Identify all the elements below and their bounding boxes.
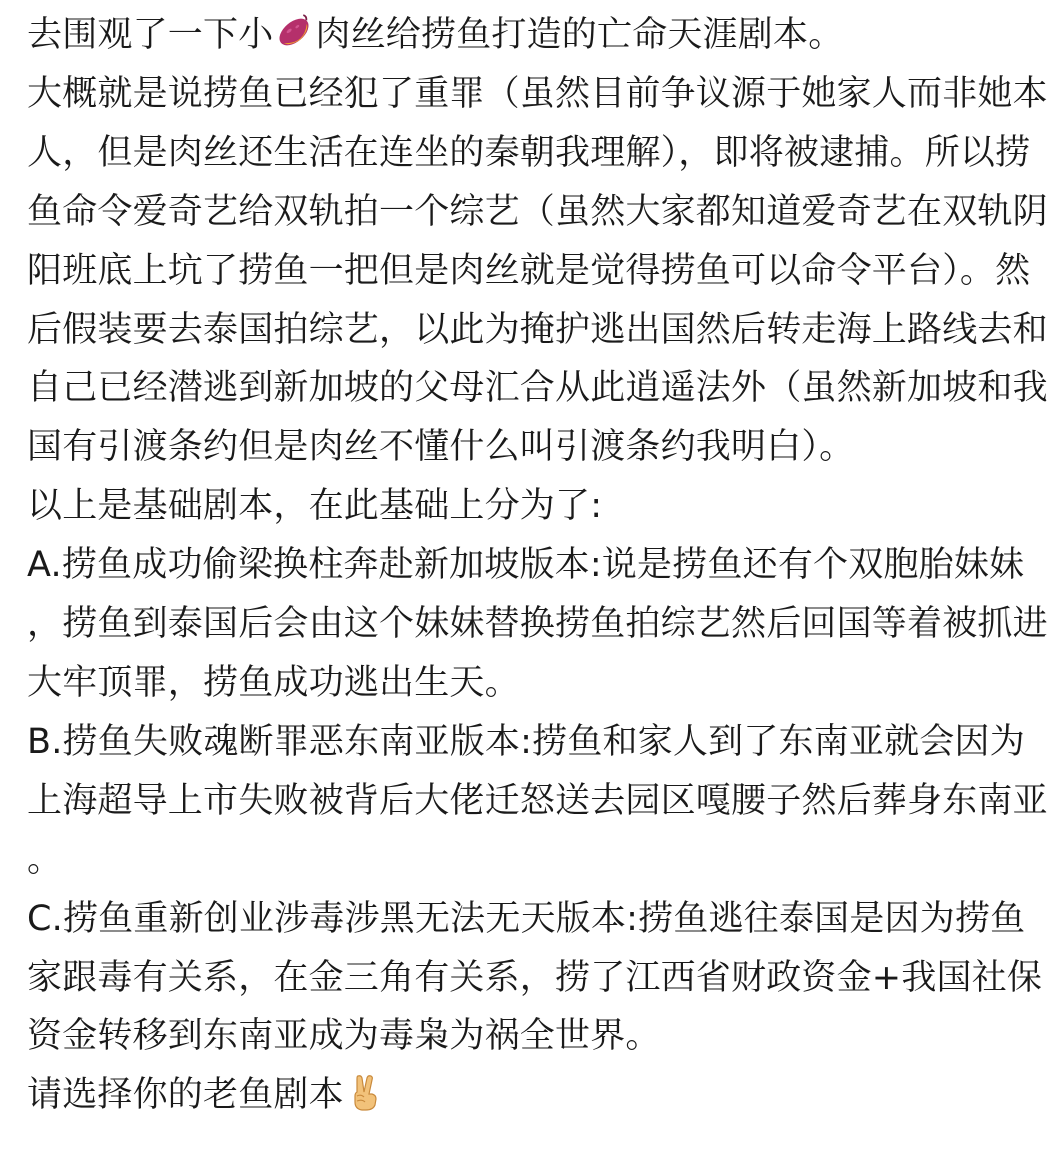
version-c-paragraph: C.捞鱼重新创业涉毒涉黑无法无天版本:捞鱼逃往泰国是因为捞鱼家跟毒有关系，在金三角有关系，捞了江西省财政资金+我国社保资金转移到东南亚成为毒枭为祸全世界。 xyxy=(27,898,1043,1057)
victory-hand-icon xyxy=(345,1072,385,1112)
closing-text: 请选择你的老鱼剧本 xyxy=(27,1075,344,1116)
intro-paragraph xyxy=(27,6,1052,65)
version-a-paragraph: A.捞鱼成功偷梁换柱奔赴新加坡版本:说是捞鱼还有个双胞胎妹妹，捞鱼到泰国后会由这个妹妹替换捞鱼拍综艺然后回国等着被抓进大牢顶罪，捞鱼成功逃出生天。 xyxy=(27,545,1048,703)
summary-line: 以上是基础剧本，在此基础上分为了: xyxy=(27,486,603,527)
sweet-potato-icon xyxy=(274,12,314,52)
post-body xyxy=(27,6,1052,1173)
closing-line xyxy=(27,1066,1052,1125)
version-b-paragraph: B.捞鱼失败魂断罪恶东南亚版本:捞鱼和家人到了东南亚就会因为上海超导上市失败被背后大佬迁怒送去园区嘎腰子然后葬身东南亚。 xyxy=(27,721,1048,880)
intro-text-start: 去围观了一下小 xyxy=(27,15,274,55)
background-paragraph: 大概就是说捞鱼已经犯了重罪（虽然目前争议源于她家人而非她本人，但是肉丝还生活在连坐的秦朝我理解），即将被逮捕。所以捞鱼命令爱奇艺给双轨拍一个综艺（虽然大家都知道爱奇艺在双轨阴阳班底上坑了捞鱼一把但是肉丝就是觉得捞鱼可以命令平台）。然后假装要去泰国拍综艺，以此为掩护逃出国然后转走海上路线去和自己已经潜逃到新加坡的父母汇合从此逍遥法外（虽然新加坡和我国有引渡条约但是肉丝不懂什么叫引渡条约我明白）。 xyxy=(27,73,1048,468)
intro-text-end: 肉丝给捞鱼打造的亡命天涯剧本。 xyxy=(315,15,844,55)
